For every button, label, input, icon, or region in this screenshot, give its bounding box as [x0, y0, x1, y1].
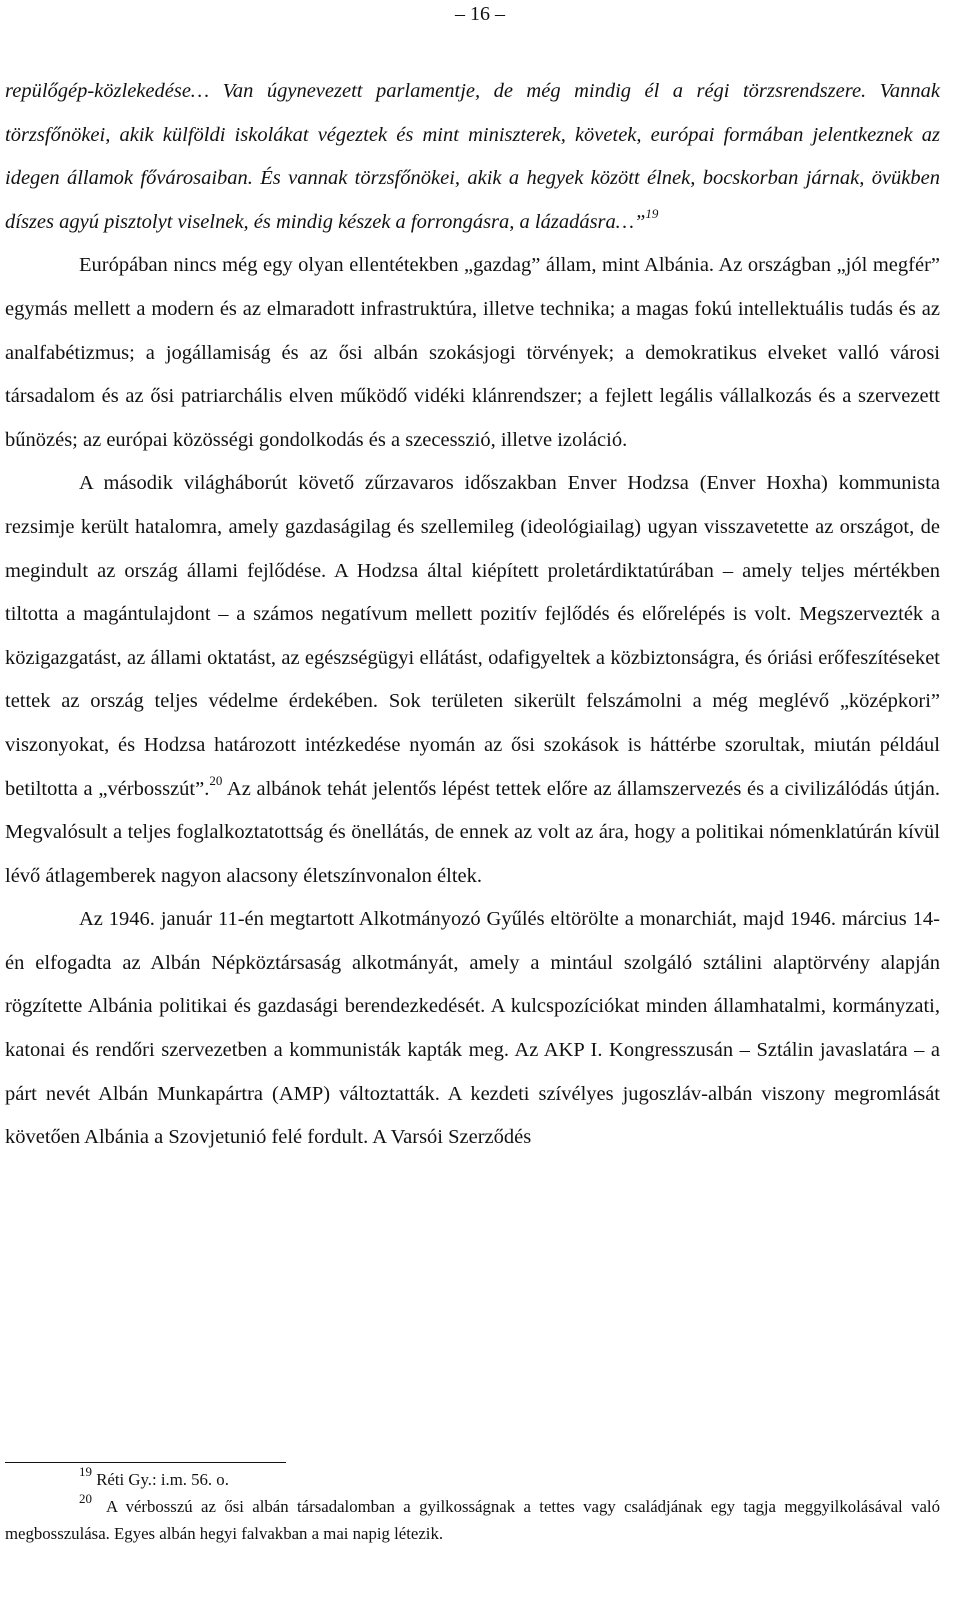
paragraph-hodzsa-text-2: Az albánok tehát jelentős lépést tettek előre az államszervezés és a civilizálódás útján. Megvalósult a teljes foglalkoztatottság és önellátás, de ennek az volt az ára, hogy a politikai nómenklatúrán kívül lévő átlagemberek nagyon alacsony életszínvonalon éltek. — [5, 777, 940, 887]
paragraph-hodzsa-text-1: A második világháborút követő zűrzavaros időszakban Enver Hodzsa (Enver Hoxha) kommunista rezsimje került hatalomra, amely gazdaságilag és szellemileg (ideológiailag) ugyan visszavetette az országot, de megindult az ország állami fejlődése. A Hodzsa által kiépített proletárdiktatúrában – amely teljes mértékben tiltotta a magántulajdont – a számos negatívum mellett pozitív fejlődés és előrelépés is volt. Megszervezték a közigazgatást, az állami oktatást, az egészségügyi ellátást, odafigyeltek a közbiztonságra, és óriási erőfeszítéseket tettek az ország teljes védelme érdekében. Sok területen sikerült felszámolni a még meglévő „középkori” viszonyokat, és Hodzsa határozott intézkedése nyomán az ősi szokások is háttérbe szorultak, miután például betiltotta a „vérbosszút”. — [5, 472, 940, 800]
footnote-text: Réti Gy.: i.m. 56. o. — [96, 1470, 229, 1489]
footnote-number: 20 — [79, 1491, 92, 1507]
footnote-19 — [5, 1466, 940, 1493]
body-text — [5, 70, 940, 1160]
paragraph-constitution: Az 1946. január 11-én megtartott Alkotmányozó Gyűlés eltörölte a monarchiát, majd 1946. március 14-én elfogadta az Albán Népköztársaság alkotmányát, amely a mintául szolgáló sztálini alaptörvény alapján rögzítette Albánia politikai és gazdasági berendezkedését. A kulcspozíciókat minden államhatalmi, kormányzati, katonai és rendőri szervezetben a kommunisták kapták meg. Az AKP I. Kongresszusán – Sztálin javaslatára – a párt nevét Albán Munkapártra (AMP) változtatták. A kezdeti szívélyes jugoszláv-albán viszony megromlását követően Albánia a Szovjetunió felé fordult. A Varsói Szerződés — [5, 908, 940, 1149]
footnote-text: A vérbosszú az ősi albán társadalomban a gyilkosságnak a tettes vagy családjának egy tagja meggyilkolásával való megbosszulása. Egyes albán hegyi falvakban a mai napig létezik. — [5, 1497, 940, 1543]
footnote-20 — [5, 1493, 940, 1547]
quote-paragraph — [5, 70, 940, 244]
footnote-number: 19 — [79, 1464, 92, 1480]
paragraph-hodzsa — [5, 462, 940, 898]
paragraph-contrasts: Európában nincs még egy olyan ellentétekben „gazdag” állam, mint Albánia. Az országban „jól megfér” egymás mellett a modern és az elmaradott infrastruktúra, illetve technika; a magas fokú intellektuális tudás és az analfabétizmus; a jogállamiság és az ősi albán szokásjogi törvények; a demokratikus elveket valló városi társadalom és az ősi patriarchális elven működő vidéki klánrendszer; a fejlett legális vállalkozás és a szervezett bűnözés; az európai közösségi gondolkodás és a szecesszió, illetve izoláció. — [5, 254, 940, 451]
page-number: – 16 – — [455, 3, 505, 25]
footnotes — [5, 1466, 940, 1547]
footnote-ref-19[interactable]: 19 — [645, 205, 659, 221]
quote-text: repülőgép-közlekedése… Van úgynevezett parlamentje, de még mindig él a régi törzsrendszere. Vannak törzsfőnökei, akik külföldi iskolákat végeztek és mint miniszterek, követek, európai formában jelentkeznek az idegen államok fővárosaiban. És vannak törzsfőnökei, akik a hegyek között élnek, bocskorban járnak, övükben díszes agyú pisztolyt viselnek, és mindig készek a forrongásra, a lázadásra…” — [5, 80, 940, 233]
footnote-ref-20[interactable]: 20 — [209, 772, 223, 788]
footnote-separator — [5, 1462, 286, 1463]
